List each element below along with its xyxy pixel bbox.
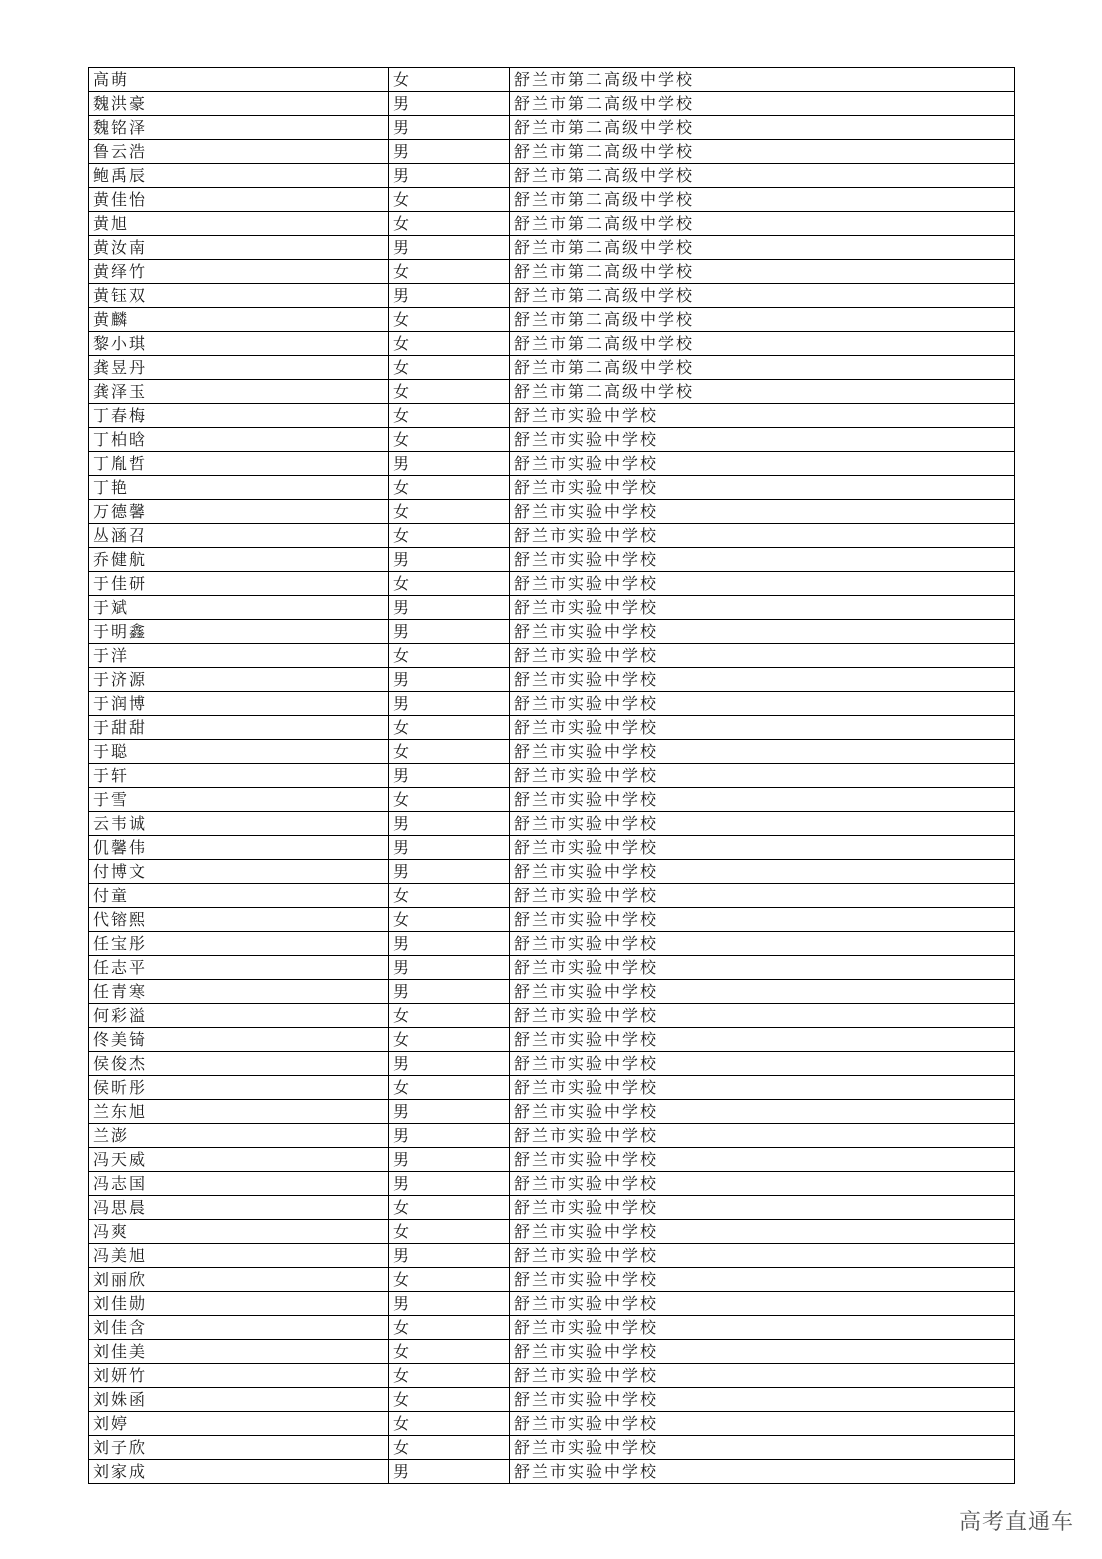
school-cell: 舒兰市实验中学校 [510, 476, 1015, 500]
gender-cell: 女 [389, 500, 510, 524]
school-cell: 舒兰市实验中学校 [510, 1316, 1015, 1340]
student-name-cell: 冯爽 [89, 1220, 389, 1244]
student-name-cell: 于济源 [89, 668, 389, 692]
gender-cell: 男 [389, 284, 510, 308]
table-row [89, 140, 1015, 164]
gender-cell: 女 [389, 572, 510, 596]
student-name-cell: 于轩 [89, 764, 389, 788]
student-name-cell: 丁柏晗 [89, 428, 389, 452]
gender-cell: 男 [389, 116, 510, 140]
school-cell: 舒兰市实验中学校 [510, 812, 1015, 836]
table-row [89, 1028, 1015, 1052]
school-cell: 舒兰市实验中学校 [510, 1436, 1015, 1460]
table-row [89, 668, 1015, 692]
school-cell: 舒兰市实验中学校 [510, 740, 1015, 764]
school-cell: 舒兰市实验中学校 [510, 500, 1015, 524]
gender-cell: 男 [389, 932, 510, 956]
gender-cell: 女 [389, 524, 510, 548]
gender-cell: 男 [389, 620, 510, 644]
student-name-cell: 黄钰双 [89, 284, 389, 308]
gender-cell: 女 [389, 1364, 510, 1388]
gender-cell: 男 [389, 1244, 510, 1268]
student-name-cell: 于斌 [89, 596, 389, 620]
table-row [89, 308, 1015, 332]
table-row [89, 188, 1015, 212]
gender-cell: 男 [389, 92, 510, 116]
student-name-cell: 仉馨伟 [89, 836, 389, 860]
school-cell: 舒兰市实验中学校 [510, 1340, 1015, 1364]
gender-cell: 男 [389, 452, 510, 476]
school-cell: 舒兰市第二高级中学校 [510, 68, 1015, 92]
gender-cell: 女 [389, 716, 510, 740]
student-name-cell: 丁春梅 [89, 404, 389, 428]
school-cell: 舒兰市第二高级中学校 [510, 188, 1015, 212]
student-name-cell: 何彩溢 [89, 1004, 389, 1028]
table-row [89, 548, 1015, 572]
gender-cell: 男 [389, 236, 510, 260]
student-name-cell: 刘婷 [89, 1412, 389, 1436]
gender-cell: 男 [389, 812, 510, 836]
student-name-cell: 刘家成 [89, 1460, 389, 1484]
student-name-cell: 魏铭泽 [89, 116, 389, 140]
table-row [89, 1124, 1015, 1148]
gender-cell: 女 [389, 1436, 510, 1460]
table-row [89, 164, 1015, 188]
school-cell: 舒兰市实验中学校 [510, 1148, 1015, 1172]
gender-cell: 男 [389, 980, 510, 1004]
table-row [89, 500, 1015, 524]
gender-cell: 男 [389, 548, 510, 572]
gender-cell: 男 [389, 1100, 510, 1124]
gender-cell: 男 [389, 140, 510, 164]
school-cell: 舒兰市实验中学校 [510, 1076, 1015, 1100]
school-cell: 舒兰市实验中学校 [510, 1028, 1015, 1052]
school-cell: 舒兰市第二高级中学校 [510, 308, 1015, 332]
gender-cell: 女 [389, 1412, 510, 1436]
school-cell: 舒兰市实验中学校 [510, 452, 1015, 476]
school-cell: 舒兰市第二高级中学校 [510, 116, 1015, 140]
student-name-cell: 付博文 [89, 860, 389, 884]
school-cell: 舒兰市实验中学校 [510, 596, 1015, 620]
student-name-cell: 兰东旭 [89, 1100, 389, 1124]
student-name-cell: 黄佳怡 [89, 188, 389, 212]
school-cell: 舒兰市实验中学校 [510, 1292, 1015, 1316]
gender-cell: 女 [389, 356, 510, 380]
student-name-cell: 于洋 [89, 644, 389, 668]
student-name-cell: 黎小琪 [89, 332, 389, 356]
document-page [88, 67, 1014, 1484]
table-row [89, 1172, 1015, 1196]
student-name-cell: 丁胤哲 [89, 452, 389, 476]
school-cell: 舒兰市实验中学校 [510, 668, 1015, 692]
student-name-cell: 鲍禹辰 [89, 164, 389, 188]
table-row [89, 932, 1015, 956]
school-cell: 舒兰市实验中学校 [510, 1460, 1015, 1484]
school-cell: 舒兰市实验中学校 [510, 1196, 1015, 1220]
table-row [89, 908, 1015, 932]
table-row [89, 692, 1015, 716]
gender-cell: 男 [389, 1124, 510, 1148]
roster-body [89, 68, 1015, 1484]
student-name-cell: 刘佳美 [89, 1340, 389, 1364]
gender-cell: 女 [389, 1388, 510, 1412]
table-row [89, 980, 1015, 1004]
gender-cell: 男 [389, 1148, 510, 1172]
table-row [89, 356, 1015, 380]
student-name-cell: 黄绎竹 [89, 260, 389, 284]
table-row [89, 428, 1015, 452]
gender-cell: 女 [389, 332, 510, 356]
student-name-cell: 刘丽欣 [89, 1268, 389, 1292]
school-cell: 舒兰市实验中学校 [510, 620, 1015, 644]
table-row [89, 860, 1015, 884]
table-row [89, 836, 1015, 860]
gender-cell: 女 [389, 644, 510, 668]
table-row [89, 212, 1015, 236]
table-row [89, 788, 1015, 812]
gender-cell: 女 [389, 188, 510, 212]
table-row [89, 1244, 1015, 1268]
student-name-cell: 于聪 [89, 740, 389, 764]
student-name-cell: 万德馨 [89, 500, 389, 524]
school-cell: 舒兰市第二高级中学校 [510, 284, 1015, 308]
gender-cell: 女 [389, 788, 510, 812]
student-name-cell: 于雪 [89, 788, 389, 812]
table-row [89, 1292, 1015, 1316]
student-name-cell: 乔健航 [89, 548, 389, 572]
student-name-cell: 于明鑫 [89, 620, 389, 644]
table-row [89, 236, 1015, 260]
gender-cell: 男 [389, 764, 510, 788]
table-row [89, 572, 1015, 596]
table-row [89, 404, 1015, 428]
student-name-cell: 任青寒 [89, 980, 389, 1004]
table-row [89, 476, 1015, 500]
gender-cell: 女 [389, 428, 510, 452]
student-name-cell: 高萌 [89, 68, 389, 92]
gender-cell: 男 [389, 1292, 510, 1316]
student-name-cell: 丁艳 [89, 476, 389, 500]
student-name-cell: 侯俊杰 [89, 1052, 389, 1076]
table-row [89, 764, 1015, 788]
table-row [89, 1436, 1015, 1460]
table-row [89, 1052, 1015, 1076]
gender-cell: 女 [389, 308, 510, 332]
school-cell: 舒兰市实验中学校 [510, 1124, 1015, 1148]
school-cell: 舒兰市第二高级中学校 [510, 164, 1015, 188]
school-cell: 舒兰市第二高级中学校 [510, 332, 1015, 356]
table-row [89, 596, 1015, 620]
student-name-cell: 黄汝南 [89, 236, 389, 260]
table-row [89, 1076, 1015, 1100]
school-cell: 舒兰市第二高级中学校 [510, 380, 1015, 404]
student-name-cell: 鲁云浩 [89, 140, 389, 164]
gender-cell: 女 [389, 740, 510, 764]
table-row [89, 68, 1015, 92]
student-name-cell: 黄麟 [89, 308, 389, 332]
table-row [89, 92, 1015, 116]
table-row [89, 956, 1015, 980]
table-row [89, 1148, 1015, 1172]
table-row [89, 716, 1015, 740]
gender-cell: 女 [389, 1340, 510, 1364]
school-cell: 舒兰市实验中学校 [510, 1388, 1015, 1412]
school-cell: 舒兰市第二高级中学校 [510, 260, 1015, 284]
school-cell: 舒兰市第二高级中学校 [510, 236, 1015, 260]
gender-cell: 男 [389, 956, 510, 980]
school-cell: 舒兰市实验中学校 [510, 956, 1015, 980]
gender-cell: 男 [389, 668, 510, 692]
school-cell: 舒兰市实验中学校 [510, 404, 1015, 428]
student-name-cell: 兰澎 [89, 1124, 389, 1148]
gender-cell: 女 [389, 1028, 510, 1052]
gender-cell: 女 [389, 380, 510, 404]
gender-cell: 女 [389, 1076, 510, 1100]
table-row [89, 1412, 1015, 1436]
school-cell: 舒兰市实验中学校 [510, 1100, 1015, 1124]
table-row [89, 1004, 1015, 1028]
gender-cell: 女 [389, 260, 510, 284]
school-cell: 舒兰市实验中学校 [510, 1364, 1015, 1388]
table-row [89, 452, 1015, 476]
student-name-cell: 冯思晨 [89, 1196, 389, 1220]
gender-cell: 男 [389, 1172, 510, 1196]
student-name-cell: 任志平 [89, 956, 389, 980]
school-cell: 舒兰市实验中学校 [510, 908, 1015, 932]
student-name-cell: 佟美锜 [89, 1028, 389, 1052]
gender-cell: 女 [389, 1316, 510, 1340]
gender-cell: 男 [389, 860, 510, 884]
student-name-cell: 任宝彤 [89, 932, 389, 956]
gender-cell: 女 [389, 1220, 510, 1244]
student-name-cell: 刘妍竹 [89, 1364, 389, 1388]
student-name-cell: 侯昕彤 [89, 1076, 389, 1100]
gender-cell: 女 [389, 212, 510, 236]
student-name-cell: 付童 [89, 884, 389, 908]
school-cell: 舒兰市实验中学校 [510, 548, 1015, 572]
school-cell: 舒兰市实验中学校 [510, 572, 1015, 596]
table-row [89, 1316, 1015, 1340]
school-cell: 舒兰市实验中学校 [510, 1004, 1015, 1028]
student-name-cell: 冯美旭 [89, 1244, 389, 1268]
student-name-cell: 云韦诚 [89, 812, 389, 836]
table-row [89, 116, 1015, 140]
table-row [89, 1220, 1015, 1244]
gender-cell: 女 [389, 68, 510, 92]
table-row [89, 740, 1015, 764]
school-cell: 舒兰市第二高级中学校 [510, 212, 1015, 236]
school-cell: 舒兰市实验中学校 [510, 692, 1015, 716]
school-cell: 舒兰市实验中学校 [510, 932, 1015, 956]
student-name-cell: 丛涵召 [89, 524, 389, 548]
school-cell: 舒兰市实验中学校 [510, 1244, 1015, 1268]
student-name-cell: 刘子欣 [89, 1436, 389, 1460]
school-cell: 舒兰市实验中学校 [510, 428, 1015, 452]
table-row [89, 260, 1015, 284]
student-name-cell: 冯志国 [89, 1172, 389, 1196]
student-name-cell: 于润博 [89, 692, 389, 716]
gender-cell: 男 [389, 1052, 510, 1076]
gender-cell: 女 [389, 884, 510, 908]
table-row [89, 380, 1015, 404]
table-row [89, 284, 1015, 308]
school-cell: 舒兰市第二高级中学校 [510, 140, 1015, 164]
school-cell: 舒兰市实验中学校 [510, 884, 1015, 908]
table-row [89, 884, 1015, 908]
gender-cell: 女 [389, 476, 510, 500]
table-row [89, 644, 1015, 668]
gender-cell: 女 [389, 1004, 510, 1028]
table-row [89, 524, 1015, 548]
student-roster-table [88, 67, 1015, 1484]
table-row [89, 332, 1015, 356]
school-cell: 舒兰市实验中学校 [510, 1220, 1015, 1244]
school-cell: 舒兰市实验中学校 [510, 644, 1015, 668]
school-cell: 舒兰市实验中学校 [510, 788, 1015, 812]
school-cell: 舒兰市实验中学校 [510, 1268, 1015, 1292]
gender-cell: 女 [389, 1268, 510, 1292]
school-cell: 舒兰市实验中学校 [510, 524, 1015, 548]
student-name-cell: 魏洪豪 [89, 92, 389, 116]
table-row [89, 1460, 1015, 1484]
gender-cell: 男 [389, 1460, 510, 1484]
student-name-cell: 于佳研 [89, 572, 389, 596]
table-row [89, 1340, 1015, 1364]
table-row [89, 1388, 1015, 1412]
gender-cell: 男 [389, 596, 510, 620]
gender-cell: 男 [389, 164, 510, 188]
school-cell: 舒兰市实验中学校 [510, 716, 1015, 740]
table-row [89, 1100, 1015, 1124]
school-cell: 舒兰市实验中学校 [510, 860, 1015, 884]
watermark-text: 高考直通车 [958, 1510, 1074, 1535]
gender-cell: 女 [389, 1196, 510, 1220]
table-row [89, 1196, 1015, 1220]
gender-cell: 男 [389, 692, 510, 716]
school-cell: 舒兰市第二高级中学校 [510, 92, 1015, 116]
student-name-cell: 于甜甜 [89, 716, 389, 740]
school-cell: 舒兰市实验中学校 [510, 836, 1015, 860]
school-cell: 舒兰市第二高级中学校 [510, 356, 1015, 380]
student-name-cell: 黄旭 [89, 212, 389, 236]
gender-cell: 女 [389, 404, 510, 428]
student-name-cell: 刘佳勋 [89, 1292, 389, 1316]
table-row [89, 620, 1015, 644]
student-name-cell: 龚昱丹 [89, 356, 389, 380]
student-name-cell: 龚泽玉 [89, 380, 389, 404]
school-cell: 舒兰市实验中学校 [510, 1412, 1015, 1436]
student-name-cell: 代镕熙 [89, 908, 389, 932]
gender-cell: 女 [389, 908, 510, 932]
school-cell: 舒兰市实验中学校 [510, 1052, 1015, 1076]
student-name-cell: 刘姝函 [89, 1388, 389, 1412]
school-cell: 舒兰市实验中学校 [510, 1172, 1015, 1196]
student-name-cell: 刘佳含 [89, 1316, 389, 1340]
gender-cell: 男 [389, 836, 510, 860]
table-row [89, 1364, 1015, 1388]
student-name-cell: 冯天威 [89, 1148, 389, 1172]
school-cell: 舒兰市实验中学校 [510, 980, 1015, 1004]
table-row [89, 1268, 1015, 1292]
table-row [89, 812, 1015, 836]
school-cell: 舒兰市实验中学校 [510, 764, 1015, 788]
